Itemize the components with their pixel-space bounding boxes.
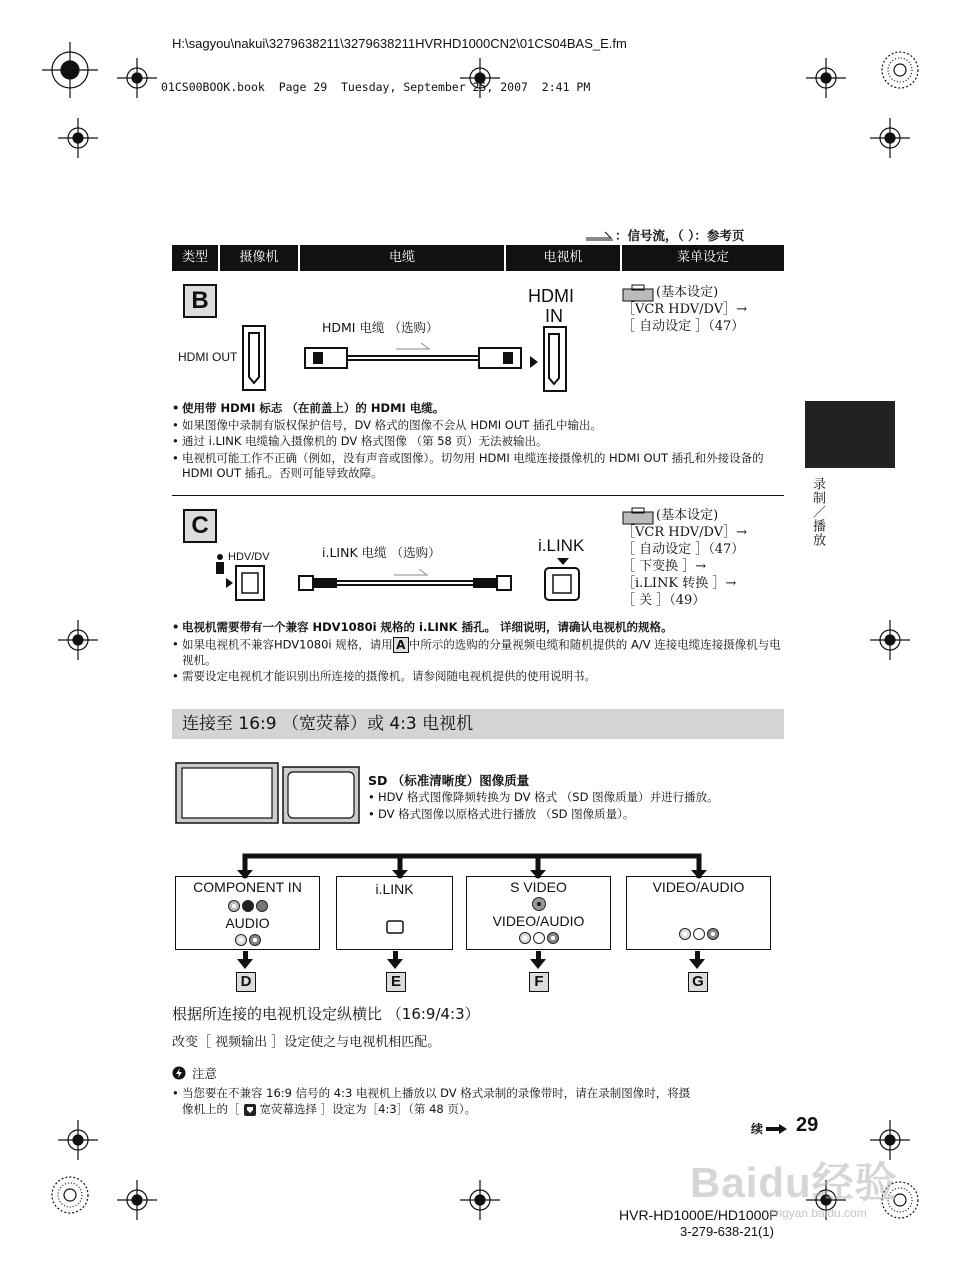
col-tv: 电视机: [506, 245, 622, 271]
tag-f: F: [529, 972, 549, 992]
s-video-jack-icon: [467, 895, 610, 913]
continue-marker: [751, 1120, 788, 1137]
legend-text: ：信号流，（ ）：参考页: [615, 228, 745, 243]
note-line: 当您要在不兼容 16:9 信号的 4:3 电视机上播放以 DV 格式录制的录像带时，请在录制图像时，将摄: [182, 1086, 691, 1100]
hdmi-in-label-1: HDMI: [528, 286, 574, 306]
col-camera: 摄像机: [220, 245, 300, 271]
component-jacks-icon: [176, 897, 319, 915]
av-jacks-icon: [627, 925, 770, 943]
note-item: • 电视机可能工作不正确（例如，没有声音或图像）。切勿用 HDMI 电缆连接摄像机的 HDMI OUT 插孔和外接设备的 HDMI OUT 插孔。否则可能导致故障。: [172, 451, 784, 482]
legend: [585, 226, 744, 244]
menu-item: ［i.LINK 转换 ］→: [622, 576, 737, 591]
col-type: 类型: [172, 245, 220, 271]
note-item: • 使用带 HDMI 标志 （在前盖上）的 HDMI 电缆。: [172, 401, 784, 417]
menu-item: ［VCR HDV/DV］→: [622, 525, 748, 540]
menu-item: (基本设定): [656, 508, 719, 523]
hdmi-out-port-icon: [242, 325, 266, 391]
tag-d: D: [236, 972, 256, 992]
aspect-text: 改变［ 视频输出 ］设定使之与电视机相匹配。: [172, 1035, 441, 1050]
signal-flow-arrow-icon: [395, 340, 435, 352]
table-header: [172, 245, 784, 271]
signal-arrow-icon: [585, 229, 615, 241]
model-number: HVR-HD1000E/HD1000P: [619, 1207, 779, 1223]
sd-title: SD （标准清晰度）图像质量: [368, 773, 530, 788]
section-b-letter: B: [183, 284, 217, 318]
ilink-tv-port-icon: [543, 556, 583, 602]
file-path: H:\sagyou\nakui\3279638211\3279638211HVRHD1000CN2\01CS04BAS_E.fm: [172, 36, 627, 51]
note-item: • DV 格式图像以原格式进行播放 （SD 图像质量）。: [368, 807, 788, 823]
note-item: • 如果图像中录制有版权保护信号，DV 格式的图像不会从 HDMI OUT 插孔中输出。: [172, 418, 784, 434]
menu-item: ［VCR HDV/DV］→: [622, 302, 748, 317]
tag-g: G: [688, 972, 708, 992]
signal-flow-arrow-icon: [393, 566, 433, 578]
ilink-jack-icon: [385, 919, 405, 935]
side-tab-block: [805, 401, 895, 468]
box-label: i.LINK: [375, 881, 414, 897]
av-jacks-icon: [467, 929, 610, 947]
menu-item: ［ 自动设定 ］（47）: [622, 542, 745, 557]
side-tab-label: 录制／播放: [810, 477, 825, 547]
section-b-menu: [622, 284, 747, 335]
watermark: Baidu经验: [690, 1159, 898, 1206]
section-c-notes: [172, 620, 784, 686]
continue-text: 续: [751, 1122, 764, 1136]
aspect-title: 根据所连接的电视机设定纵横比 （16:9/4:3）: [172, 1005, 480, 1023]
note-heading: [172, 1064, 217, 1082]
note-text: 中所示的选购的分量视频电缆和随机提供的 A/V 连接电缆连接摄像机与电视机。: [182, 637, 781, 667]
col-menu: 菜单设定: [622, 245, 784, 271]
divider: [172, 495, 784, 496]
tag-e: E: [386, 972, 406, 992]
note-item: • 需要设定电视机才能识别出所连接的摄像机。请参阅随电视机提供的使用说明书。: [172, 669, 784, 685]
doc-code: 3-279-638-21(1): [680, 1224, 774, 1239]
book-info: 01CS00BOOK.book Page 29 Tuesday, September 25, 2007 2:41 PM: [161, 80, 591, 94]
box-label: COMPONENT IN: [193, 879, 302, 895]
page-number: 29: [796, 1114, 819, 1136]
hdmi-in-port-icon: [528, 326, 568, 392]
box-sub-label: VIDEO/AUDIO: [492, 913, 585, 929]
inline-letter-a: A: [393, 637, 409, 653]
sd-notes: [368, 790, 788, 823]
section-heading: 连接至 16:9 （宽荧幕）或 4:3 电视机: [182, 714, 474, 734]
section-c-menu: [622, 507, 747, 609]
hdmi-in-label-2: IN: [545, 306, 563, 326]
watermark-url: jingyan.baidu.com: [770, 1206, 867, 1220]
menu-item: ［ 下变换 ］→: [622, 559, 707, 574]
note-item: • 电视机需要带有一个兼容 HDV1080i 规格的 i.LINK 插孔。 详细说明，请确认电视机的规格。: [172, 620, 784, 636]
col-cable: 电缆: [300, 245, 506, 271]
note-item: • HDV 格式图像降频转换为 DV 格式 （SD 图像质量）并进行播放。: [368, 790, 788, 806]
menu-item: ［ 关 ］（49）: [622, 593, 706, 608]
hdv-dv-port-icon: [224, 564, 268, 604]
component-in-box: [175, 876, 320, 950]
menu-item: ［ 自动设定 ］（47）: [622, 319, 745, 334]
note-line: 像机上的［: [182, 1102, 240, 1116]
section-b-notes: [172, 401, 784, 483]
hdv-dv-label: HDV/DV: [228, 551, 270, 563]
ilink-box: [336, 876, 453, 950]
box-sub-label: AUDIO: [225, 915, 270, 931]
note-item: [172, 637, 784, 669]
menu-item: (基本设定): [656, 285, 719, 300]
note-text: 如果电视机不兼容HDV1080i 规格，请用: [182, 637, 393, 651]
arrow-right-icon: [766, 1124, 788, 1134]
box-label: VIDEO/AUDIO: [652, 879, 745, 895]
note-line: 宽荧幕选择 ］设定为［4:3］（第 48 页）。: [259, 1102, 477, 1116]
tv-sets-icon: [175, 762, 365, 826]
section-c-letter: C: [183, 509, 217, 543]
hdmi-cable-label: HDMI 电缆 （选购）: [322, 320, 439, 335]
s-video-box: [466, 876, 611, 950]
audio-jacks-icon: [176, 931, 319, 949]
ilink-tv-label: i.LINK: [538, 536, 585, 555]
section-heading-bar: [172, 709, 784, 739]
note-item: • 通过 i.LINK 电缆输入摄像机的 DV 格式图像 （第 58 页）无法被输出。: [172, 434, 784, 450]
down-arrows: [200, 951, 800, 971]
caution-icon: [172, 1066, 186, 1080]
camera-menu-icon: [243, 1103, 257, 1117]
box-label: S VIDEO: [510, 879, 567, 895]
hdmi-out-label: HDMI OUT: [178, 350, 238, 364]
aspect-note: • 当您要在不兼容 16:9 信号的 4:3 电视机上播放以 DV 格式录制的录像带时，请在录制图像时，将摄 像机上的［ 宽荧幕选择 ］设定为［4:3］（第 48 页）。: [172, 1086, 691, 1116]
video-audio-box: [626, 876, 771, 950]
note-title: 注意: [192, 1066, 218, 1081]
ilink-cable-label: i.LINK 电缆 （选购）: [322, 545, 441, 560]
